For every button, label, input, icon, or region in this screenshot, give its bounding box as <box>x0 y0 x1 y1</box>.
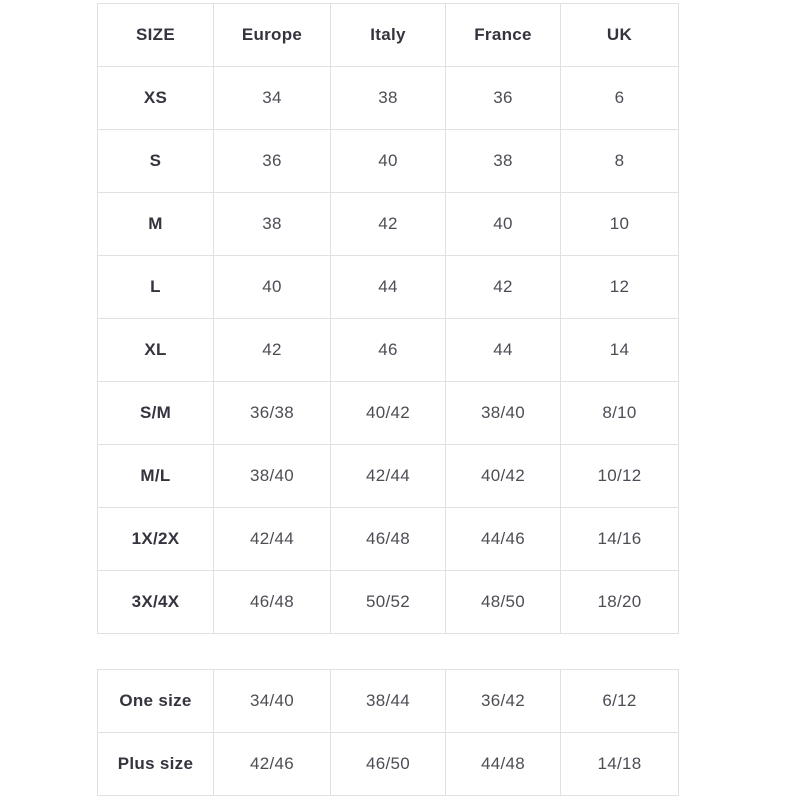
italy-cell: 46/50 <box>331 733 446 796</box>
size-cell: L <box>98 256 214 319</box>
size-cell: 1X/2X <box>98 508 214 571</box>
table-row-xl <box>98 319 679 382</box>
size-cell: S <box>98 130 214 193</box>
table-divider-gap <box>97 634 800 669</box>
europe-cell: 42 <box>214 319 331 382</box>
size-cell: M <box>98 193 214 256</box>
uk-cell: 10 <box>561 193 679 256</box>
table-row-3x4x <box>98 571 679 634</box>
table-row-m <box>98 193 679 256</box>
table-row-s <box>98 130 679 193</box>
table-row-plus-size <box>98 733 679 796</box>
size-cell: 3X/4X <box>98 571 214 634</box>
table-row-xs <box>98 67 679 130</box>
europe-cell: 36 <box>214 130 331 193</box>
italy-cell: 38/44 <box>331 670 446 733</box>
uk-cell: 8 <box>561 130 679 193</box>
uk-cell: 6/12 <box>561 670 679 733</box>
column-header-europe: Europe <box>214 4 331 67</box>
uk-cell: 14/18 <box>561 733 679 796</box>
france-cell: 44/48 <box>446 733 561 796</box>
italy-cell: 40/42 <box>331 382 446 445</box>
table-row-l <box>98 256 679 319</box>
france-cell: 40 <box>446 193 561 256</box>
europe-cell: 40 <box>214 256 331 319</box>
italy-cell: 50/52 <box>331 571 446 634</box>
uk-cell: 10/12 <box>561 445 679 508</box>
italy-cell: 42 <box>331 193 446 256</box>
italy-cell: 46/48 <box>331 508 446 571</box>
europe-cell: 42/44 <box>214 508 331 571</box>
header-row <box>98 4 679 67</box>
uk-cell: 18/20 <box>561 571 679 634</box>
table-row-ml <box>98 445 679 508</box>
europe-cell: 34/40 <box>214 670 331 733</box>
uk-cell: 8/10 <box>561 382 679 445</box>
france-cell: 44/46 <box>446 508 561 571</box>
italy-cell: 38 <box>331 67 446 130</box>
europe-cell: 38/40 <box>214 445 331 508</box>
special-sizes-table <box>97 669 679 796</box>
size-cell: XS <box>98 67 214 130</box>
europe-cell: 38 <box>214 193 331 256</box>
france-cell: 44 <box>446 319 561 382</box>
column-header-size: SIZE <box>98 4 214 67</box>
france-cell: 42 <box>446 256 561 319</box>
europe-cell: 46/48 <box>214 571 331 634</box>
size-cell: M/L <box>98 445 214 508</box>
column-header-france: France <box>446 4 561 67</box>
france-cell: 38 <box>446 130 561 193</box>
size-cell: Plus size <box>98 733 214 796</box>
italy-cell: 42/44 <box>331 445 446 508</box>
europe-cell: 34 <box>214 67 331 130</box>
table-row-1x2x <box>98 508 679 571</box>
size-cell: XL <box>98 319 214 382</box>
france-cell: 38/40 <box>446 382 561 445</box>
column-header-uk: UK <box>561 4 679 67</box>
italy-cell: 40 <box>331 130 446 193</box>
italy-cell: 44 <box>331 256 446 319</box>
column-header-italy: Italy <box>331 4 446 67</box>
table-row-sm <box>98 382 679 445</box>
uk-cell: 12 <box>561 256 679 319</box>
france-cell: 36 <box>446 67 561 130</box>
uk-cell: 6 <box>561 67 679 130</box>
france-cell: 40/42 <box>446 445 561 508</box>
italy-cell: 46 <box>331 319 446 382</box>
france-cell: 36/42 <box>446 670 561 733</box>
size-conversion-table <box>97 3 679 634</box>
uk-cell: 14/16 <box>561 508 679 571</box>
europe-cell: 36/38 <box>214 382 331 445</box>
uk-cell: 14 <box>561 319 679 382</box>
table-row-one-size <box>98 670 679 733</box>
size-cell: S/M <box>98 382 214 445</box>
france-cell: 48/50 <box>446 571 561 634</box>
size-cell: One size <box>98 670 214 733</box>
europe-cell: 42/46 <box>214 733 331 796</box>
